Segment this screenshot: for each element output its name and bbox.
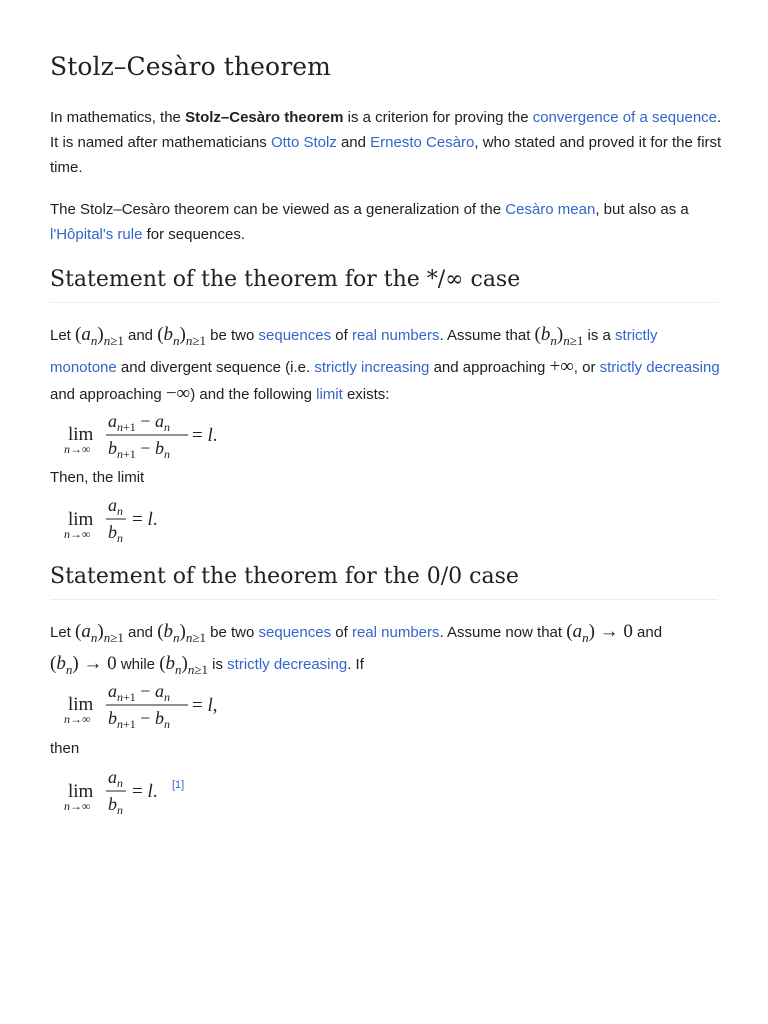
link-otto-stolz[interactable]: Otto Stolz xyxy=(270,134,337,151)
section-heading-zero-case: Statement of the theorem for the 0/0 case xyxy=(50,564,718,600)
reference-link-1[interactable]: [1] xyxy=(172,779,185,791)
formula-ratio-limit xyxy=(64,495,224,550)
svg-text:bn+1 − bn: $b_n+1 - b_n$ xyxy=(108,708,170,731)
link-strictly-monotone[interactable]: strictly monotone xyxy=(50,327,658,376)
svg-text:an+1 − an: $a_n+1 - a_n$ xyxy=(108,411,170,434)
link-real-numbers[interactable]: real numbers xyxy=(351,327,440,344)
link-strictly-decreasing[interactable]: strictly decreasing xyxy=(227,655,348,673)
link-convergence[interactable]: convergence of a sequence xyxy=(532,109,718,126)
math-minus-infinity: −∞ xyxy=(165,382,191,404)
section1-paragraph: Let $(a_n)_{n\ge 1}$ and $(b_n)_{n\ge 1}$ be two sequences of real numbers. Assume that $(b_n)_{n\ge 1}$ is a strictly monotone and divergent sequence (i.e. strictly increasing and approaching +∞, or strictly decreasing and approaching −∞) and the following limit exists: xyxy=(50,324,720,404)
svg-text:bn+1 − bn: $b_n+1 - b_n$ xyxy=(108,438,170,461)
svg-text:an: $a_n$ xyxy=(108,495,123,518)
svg-text:n→∞: n→∞ xyxy=(64,799,91,813)
svg-text:= l.: = l. xyxy=(192,425,218,446)
page-title: Stolz–Cesàro theorem xyxy=(50,52,331,81)
math-a-seq: $(a_n)_{n\ge 1}$ xyxy=(75,324,124,348)
svg-text:lim: lim xyxy=(68,694,94,715)
math-b-seq-2: $(b_n)_{n\ge 1}$ xyxy=(534,324,584,348)
link-limit[interactable]: limit xyxy=(316,385,343,403)
svg-text:= l.: = l. xyxy=(132,781,158,802)
svg-text:lim: lim xyxy=(68,424,94,445)
math-a-to-zero: $(a_n) \to 0$ xyxy=(566,621,633,645)
formula-difference-quotient-limit-2 xyxy=(64,675,264,735)
math-b-seq-2: $(b_n)_{n\ge 1}$ xyxy=(159,652,208,677)
link-real-numbers[interactable]: real numbers xyxy=(351,624,440,641)
formula-ratio-limit-2 xyxy=(64,767,224,822)
svg-text:n→∞: n→∞ xyxy=(64,442,91,456)
link-ernesto-cesaro[interactable]: Ernesto Cesàro xyxy=(370,134,475,151)
svg-text:an: $a_n$ xyxy=(108,767,123,790)
svg-text:lim: lim xyxy=(68,781,94,802)
svg-text:= l,: = l, xyxy=(192,695,218,716)
link-strictly-increasing[interactable]: strictly increasing xyxy=(314,358,430,376)
formula-difference-quotient-limit xyxy=(64,405,264,465)
math-plus-infinity: +∞ xyxy=(549,355,574,377)
bold-term: Stolz–Cesàro theorem xyxy=(185,109,344,126)
math-b-seq: $(b_n)_{n\ge 1}$ xyxy=(157,621,206,645)
link-cesaro-mean[interactable]: Cesàro mean xyxy=(505,201,596,218)
math-b-to-zero: $(b_n) \to 0$ xyxy=(50,652,117,677)
link-sequences[interactable]: sequences xyxy=(258,624,332,641)
svg-text:bn: $b_n$ xyxy=(108,522,123,545)
section1-then-text: Then, the limit xyxy=(50,469,145,486)
svg-text:an+1 − an: $a_n+1 - a_n$ xyxy=(108,681,170,704)
svg-text:= l.: = l. xyxy=(132,509,158,530)
section2-then-text: then xyxy=(50,740,80,757)
link-sequences[interactable]: sequences xyxy=(258,327,332,344)
section-heading-infinity-case: Statement of the theorem for the */∞ case xyxy=(50,267,718,303)
math-a-seq: $(a_n)_{n\ge 1}$ xyxy=(75,621,124,645)
link-lhopital-rule[interactable]: l'Hôpital's rule xyxy=(50,226,143,243)
svg-text:lim: lim xyxy=(68,509,94,530)
intro-paragraph-2: The Stolz–Cesàro theorem can be viewed as a generalization of the Cesàro mean, but also as a l'Hôpital's rule for sequences. xyxy=(50,201,689,243)
svg-text:bn: $b_n$ xyxy=(108,794,123,817)
svg-text:n→∞: n→∞ xyxy=(64,527,91,541)
link-strictly-decreasing[interactable]: strictly decreasing xyxy=(599,358,720,376)
math-b-seq: $(b_n)_{n\ge 1}$ xyxy=(157,324,206,348)
intro-paragraph-1: In mathematics, the Stolz–Cesàro theorem is a criterion for proving the convergence of a sequence. It is named after mathematicians Otto Stolz and Ernesto Cesàro, who stated and proved it for the first time. xyxy=(50,109,722,176)
section2-paragraph: Let $(a_n)_{n\ge 1}$ and $(b_n)_{n\ge 1}$ be two sequences of real numbers. Assume now that $(a_n) \to 0$ and $(b_n) \to 0$ while $(b_n)_{n\ge 1}$ is strictly decreasing. If xyxy=(50,621,663,677)
svg-text:n→∞: n→∞ xyxy=(64,712,91,726)
